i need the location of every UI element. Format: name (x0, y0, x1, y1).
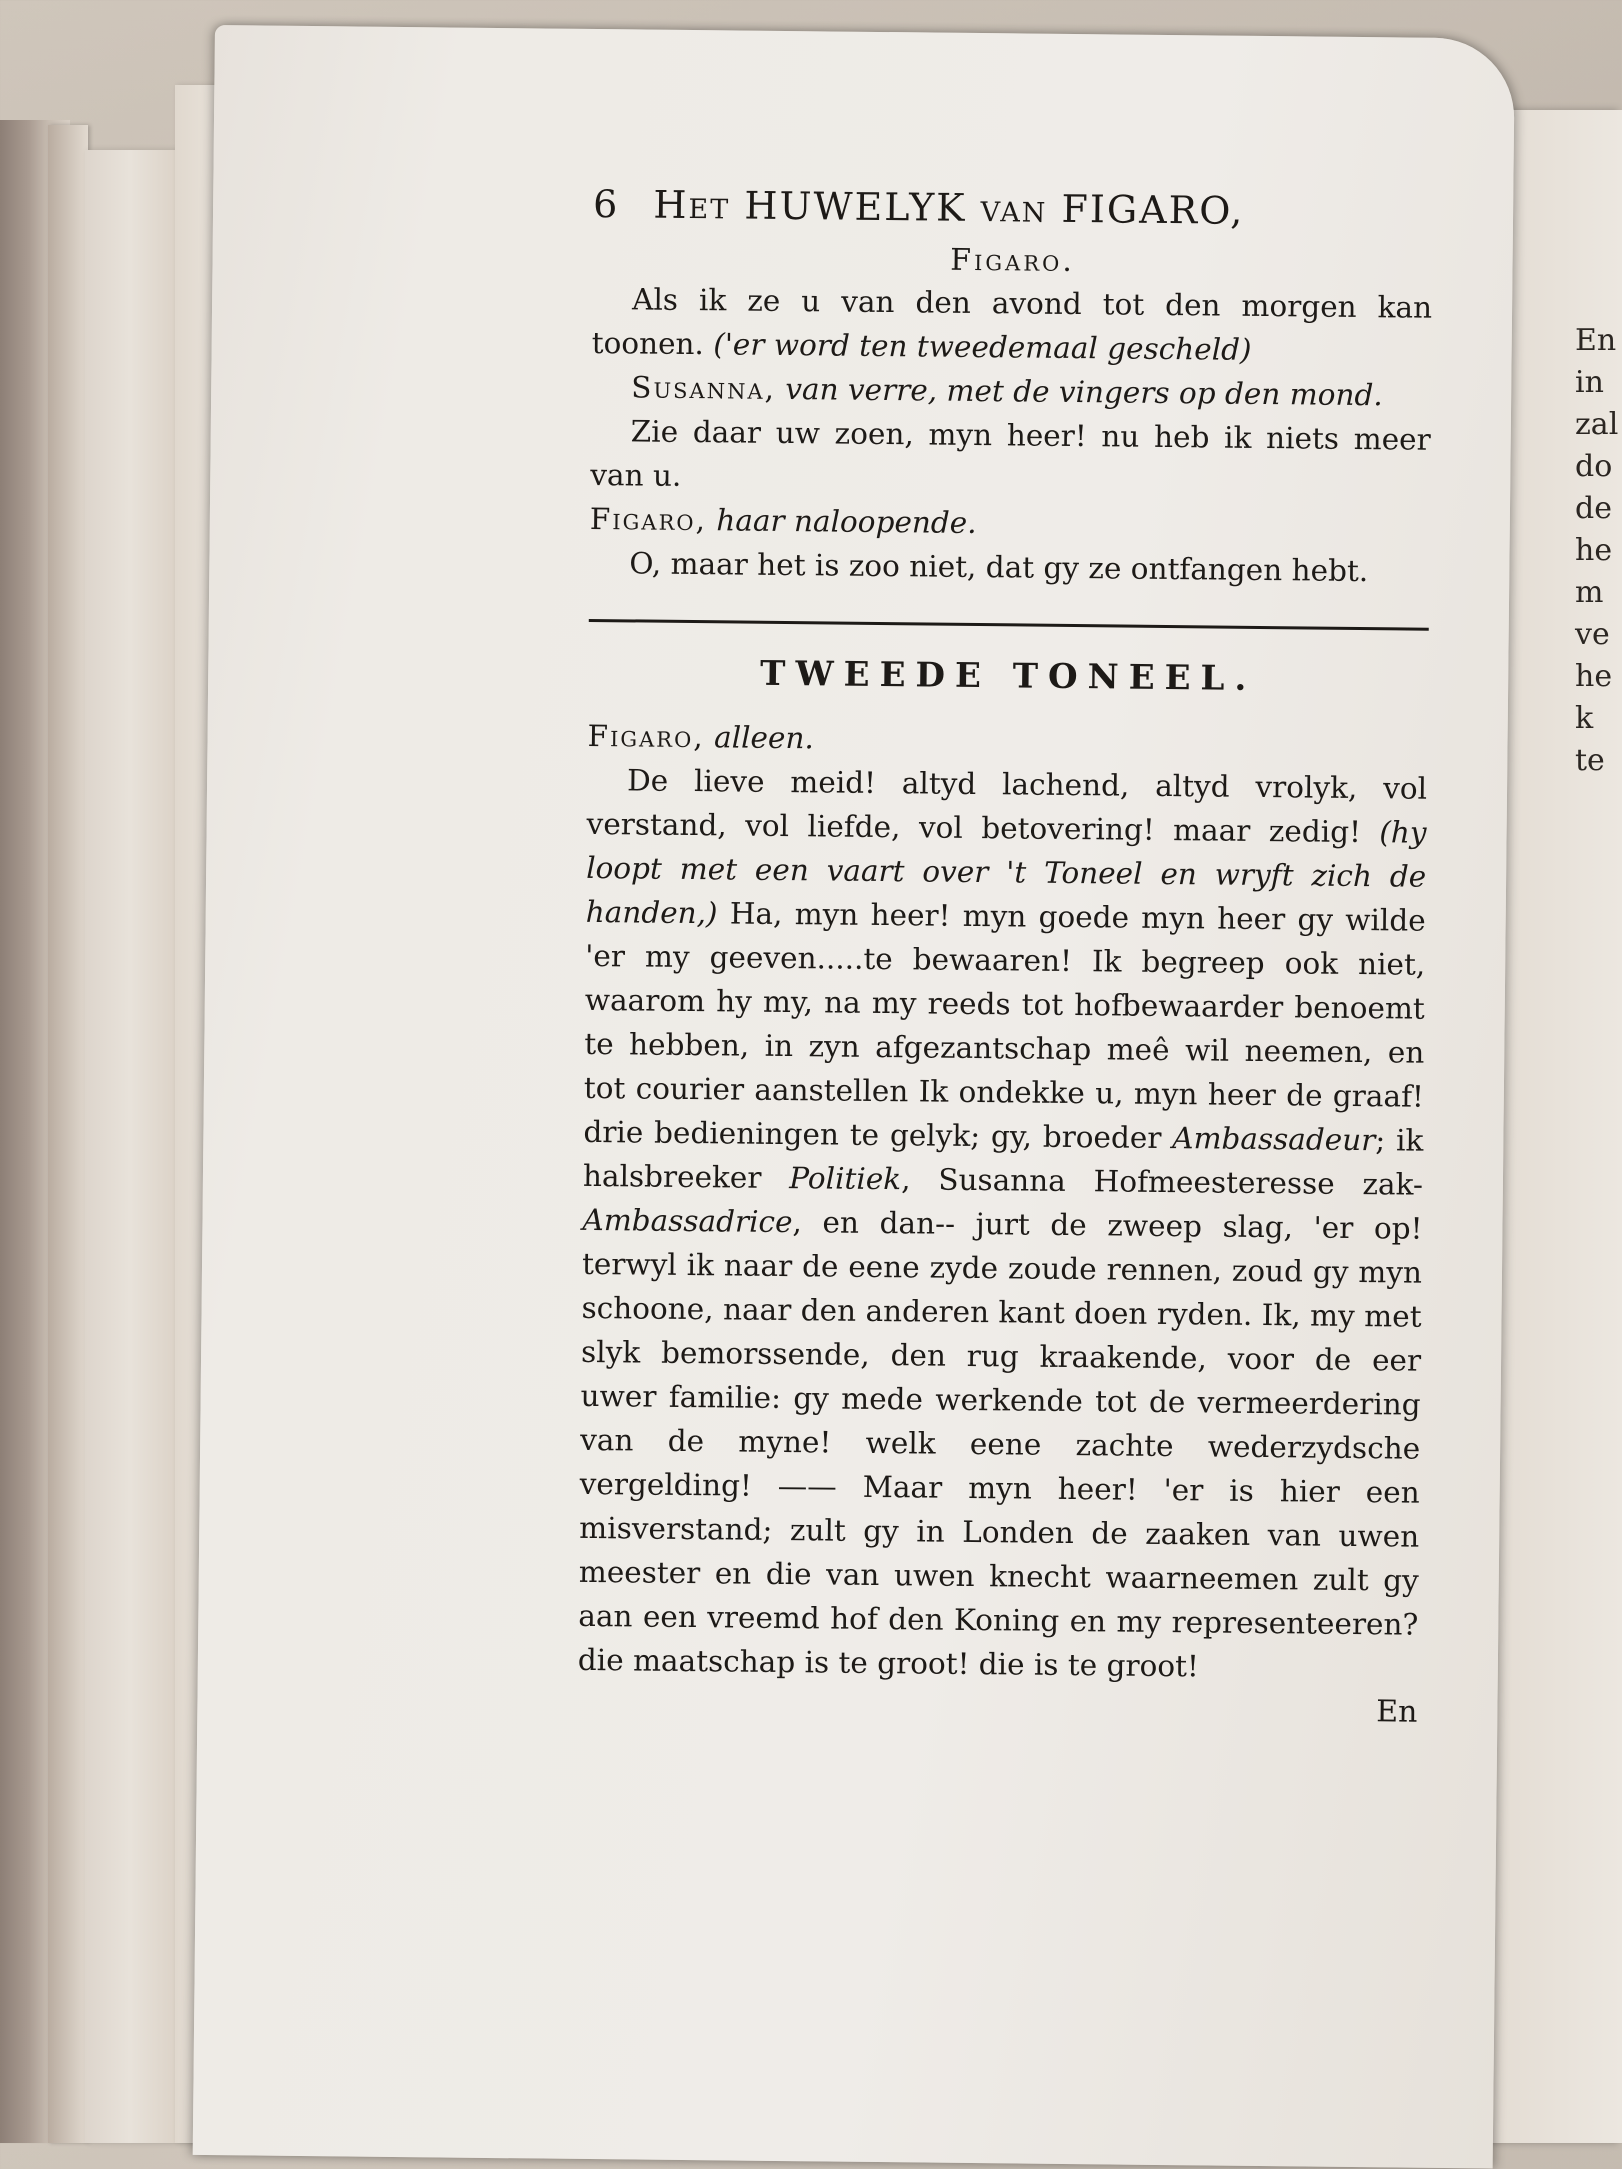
dialogue-text: Als ik ze u van den avond tot den morgen kan toonen. (591, 282, 1433, 362)
monologue-paragraph (578, 758, 1428, 1691)
facing-page-fragment: En (1575, 323, 1617, 358)
monologue-text-2: Ha, myn heer! myn goede myn heer gy wilde 'er my geeven.....te bewaaren! Ik begreep ook niet, waarom hy my, na my reeds tot hofbewaarder benoemt te hebben, in zyn afgezantschap meê wil neemen, en tot courier aanstellen Ik ondekke u, myn heer de graaf! drie bedieningen te gelyk; gy, broeder (583, 896, 1426, 1155)
stage-direction: ('er word ten tweedemaal gescheld) (713, 327, 1252, 367)
speaker-direction: van verre, met de vingers op den mond. (785, 371, 1383, 413)
facing-page-fragment: zal (1575, 407, 1619, 442)
stage-direction-2: (hy loopt met een vaart over 't Toneel en wryft zich de handen,) (585, 815, 1427, 931)
italic-politiek: Politiek (789, 1161, 902, 1197)
book-page (193, 25, 1515, 2168)
monologue-text-3: ; ik halsbreeker (582, 1123, 1424, 1195)
dialogue-line-1 (591, 277, 1432, 374)
facing-page-text (1575, 320, 1618, 782)
dialogue-line-3: O, maar het is zoo niet, dat gy ze ontfangen hebt. (629, 546, 1369, 589)
page-text (577, 179, 1433, 1735)
speaker-figaro-2: Figaro, (589, 501, 708, 538)
book-title: Het HUWELYK van FIGARO, (653, 182, 1245, 233)
facing-page-fragment: k (1575, 701, 1594, 736)
catchword: En (1375, 1694, 1418, 1730)
facing-page-fragment: m (1575, 575, 1604, 610)
facing-page-fragment: te (1575, 743, 1605, 778)
running-head (593, 179, 1433, 238)
speaker-direction-3: alleen. (713, 720, 815, 756)
page-number: 6 (592, 181, 619, 227)
monologue-text-4: , Susanna Hofmeesteresse zak- (900, 1162, 1424, 1202)
section-rule (589, 619, 1429, 631)
italic-ambassadeur: Ambassadeur (1172, 1121, 1376, 1158)
facing-page-fragment: he (1575, 659, 1613, 694)
dialogue-line-2: Zie daar uw zoen, myn heer! nu heb ik niets meer van u. (590, 414, 1431, 493)
speaker-figaro-3: Figaro, (587, 718, 705, 755)
speaker-susanna: Susanna, (631, 370, 777, 406)
facing-page-fragment: ve (1575, 617, 1610, 652)
scene-heading: TWEEDE TONEEL. (759, 653, 1257, 699)
italic-ambassadrice: Ambassadrice (582, 1202, 793, 1240)
monologue-text-5: , en dan-- jurt de zweep slag, 'er op! terwyl ik naar de eene zyde zoude rennen, zoud gy myn schoone, naar den anderen kant doen ryden. Ik, my met slyk bemorssende, den rug kraakende, voor de eer uwer familie: gy mede werkende tot de vermeerdering van de myne! welk eene zachte wederzydsche vergelding! —— Maar myn heer! 'er is hier een misverstand; zult gy in Londen de zaaken van uwen meester en die van uwen knecht waarneemen zult gy aan een vreemd hof den Koning en my representeeren? die maatschap is te groot! die is te groot! (577, 1205, 1423, 1684)
speaker-direction-2: haar naloopende. (716, 503, 977, 541)
facing-page-fragment: he (1575, 533, 1613, 568)
monologue-text-1: De lieve meid! altyd lachend, altyd vrolyk, vol verstand, vol liefde, vol betovering! maar zedig! (586, 763, 1428, 850)
spine-edge (48, 125, 88, 2143)
facing-page-fragment: de (1575, 491, 1612, 526)
facing-page-fragment: do (1575, 449, 1613, 484)
speaker-figaro: Figaro. (950, 242, 1076, 280)
facing-page-fragment: in (1575, 365, 1604, 400)
